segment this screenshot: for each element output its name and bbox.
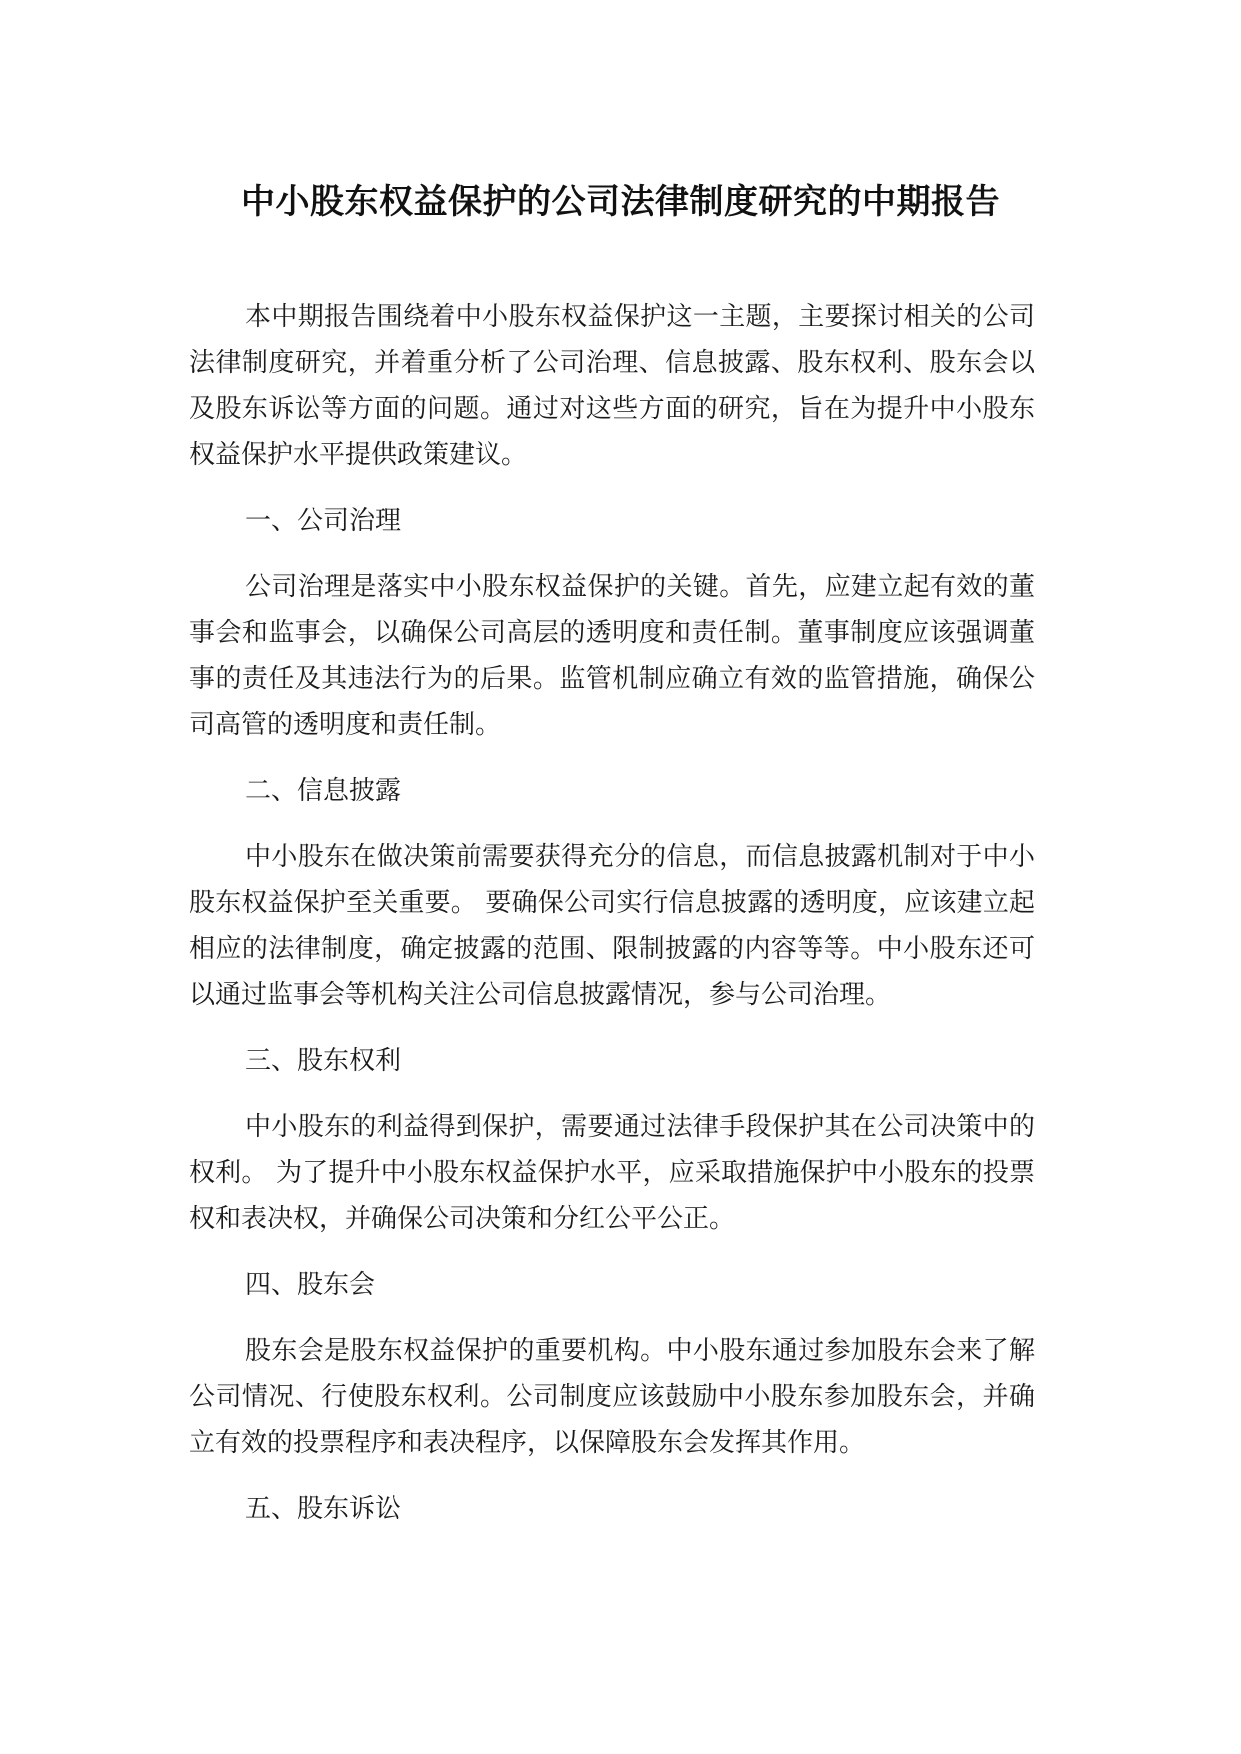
document-body (189, 294, 1035, 1552)
section-body-shareholders-meeting: 股东会是股东权益保护的重要机构。中小股东通过参加股东会来了解公司情况、行使股东权利。公司制度应该鼓励中小股东参加股东会，并确立有效的投票程序和表决程序，以保障股东会发挥其作用。 (189, 1336, 1035, 1458)
section-heading-shareholders-meeting: 四、股东会 (245, 1270, 376, 1300)
section-heading-shareholder-rights: 三、股东权利 (245, 1046, 402, 1076)
section-body-shareholder-rights: 中小股东的利益得到保护，需要通过法律手段保护其在公司决策中的权利。 为了提升中小股东权益保护水平，应采取措施保护中小股东的投票权和表决权，并确保公司决策和分红公平公正。 (189, 1112, 1035, 1234)
section-heading-information-disclosure: 二、信息披露 (245, 776, 402, 806)
intro-paragraph: 本中期报告围绕着中小股东权益保护这一主题，主要探讨相关的公司法律制度研究，并着重分析了公司治理、信息披露、股东权利、股东会以及股东诉讼等方面的问题。通过对这些方面的研究，旨在为提升中小股东权益保护水平提供政策建议。 (189, 302, 1035, 470)
section-body-information-disclosure: 中小股东在做决策前需要获得充分的信息，而信息披露机制对于中小股东权益保护至关重要。 要确保公司实行信息披露的透明度，应该建立起相应的法律制度，确定披露的范围、限制披露的内容等等。中小股东还可以通过监事会等机构关注公司信息披露情况，参与公司治理。 (189, 842, 1035, 1010)
section-heading-corporate-governance: 一、公司治理 (245, 506, 402, 536)
section-heading-shareholder-litigation: 五、股东诉讼 (245, 1494, 402, 1524)
section-body-corporate-governance: 公司治理是落实中小股东权益保护的关键。首先，应建立起有效的董事会和监事会，以确保公司高层的透明度和责任制。董事制度应该强调董事的责任及其违法行为的后果。监管机制应确立有效的监管措施，确保公司高管的透明度和责任制。 (189, 572, 1035, 740)
document-title: 中小股东权益保护的公司法律制度研究的中期报告 (241, 182, 1000, 222)
